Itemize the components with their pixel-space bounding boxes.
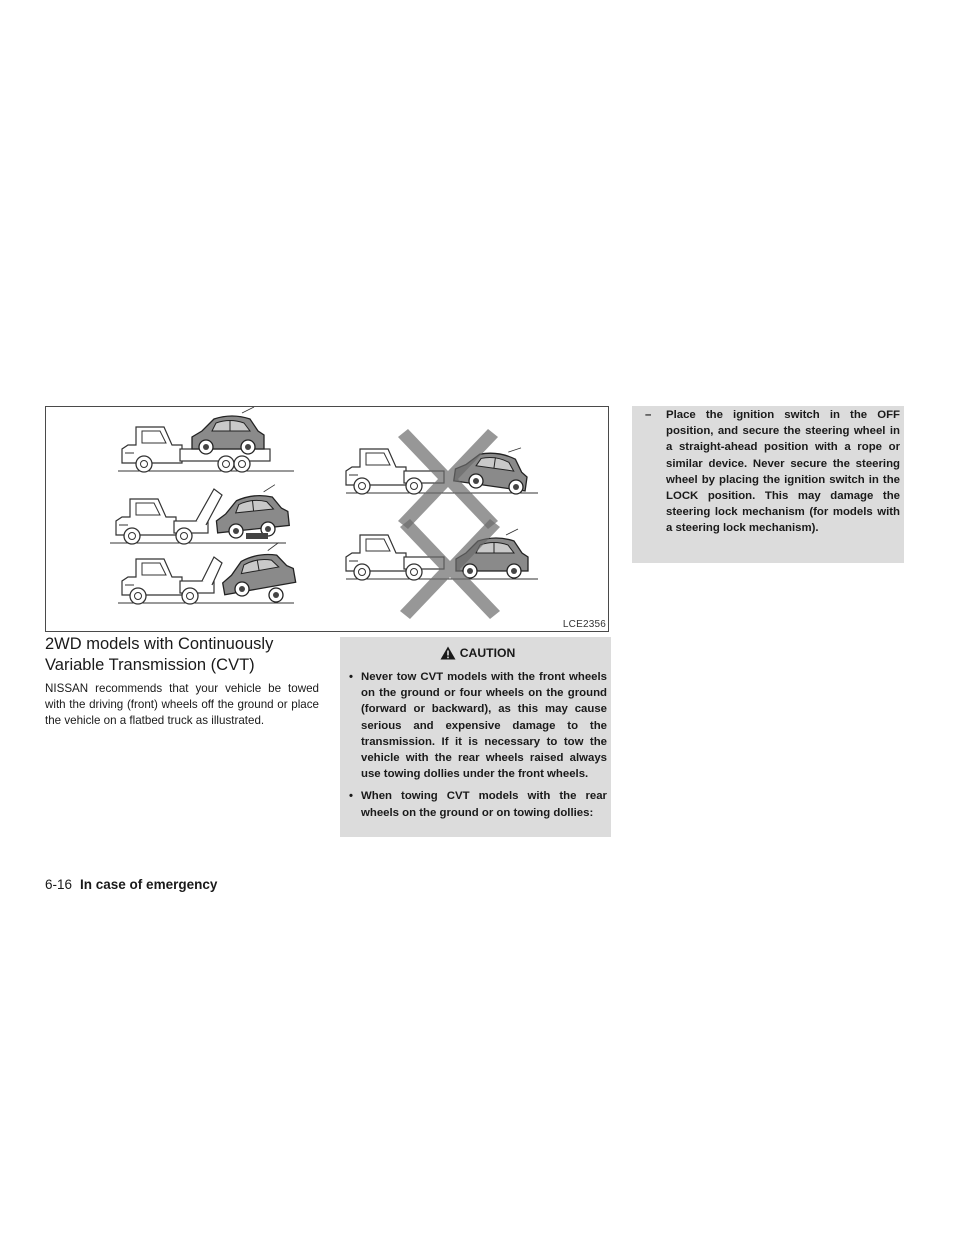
warning-triangle-icon	[440, 646, 456, 660]
wheel-lift-tow-rear-raised	[118, 541, 296, 604]
towing-diagram	[46, 407, 610, 633]
caution-box	[340, 637, 611, 837]
dash-marker: –	[645, 409, 652, 421]
page-footer	[45, 877, 217, 892]
page-number: 6-16	[45, 877, 73, 892]
flatbed-tow-truck	[118, 407, 294, 472]
caution-bullet: • When towing CVT models with the rear wheels on the ground or on towing dollies:	[348, 788, 607, 820]
caution-sub-item-text: Place the ignition switch in the OFF position, and secure the steering wheel in a straight-ahead position with a rope or similar device. Never secure the steering wheel by placing the ignition switch in the LOCK position. This may damage the steering lock mechanism (for models with a steering lock mechanism).	[666, 409, 900, 535]
crossed-out-all-wheels-ground	[346, 519, 538, 619]
caution-list	[348, 669, 607, 821]
chapter-title: In case of emergency	[80, 877, 218, 892]
section-body: NISSAN recommends that your vehicle be towed with the driving (front) wheels off the ground or place the vehicle on a flatbed truck as illustrated.	[45, 682, 319, 727]
wheel-lift-tow-dolly	[110, 484, 289, 544]
caution-heading	[348, 642, 607, 664]
crossed-out-front-wheels-ground	[346, 429, 538, 529]
caution-label: CAUTION	[459, 646, 516, 660]
section-title: 2WD models with Continuously Variable Transmission (CVT)	[45, 635, 274, 674]
towing-illustration	[45, 406, 609, 632]
caution-bullet: • Never tow CVT models with the front wheels on the ground or four wheels on the ground (forward or backward), as this may cause serious and expensive damage to the transmission. If it is necessary to tow the vehicle with the rear wheels raised always use towing dollies under the front wheels.	[348, 669, 607, 782]
caution-sub-item	[640, 407, 900, 537]
figure-code: LCE2356	[562, 619, 606, 630]
caution-box-continued	[632, 406, 904, 563]
